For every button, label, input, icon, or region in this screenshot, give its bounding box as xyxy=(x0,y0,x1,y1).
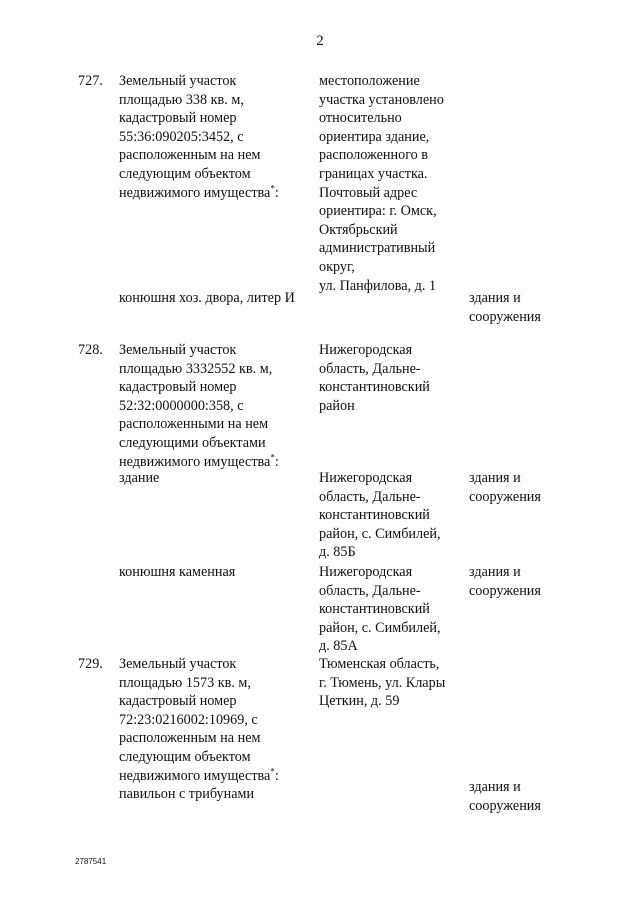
addr-line: участка установлено xyxy=(319,91,444,108)
addr-line: Почтовый адрес xyxy=(319,184,418,201)
addr-line: район, с. Симбилей, xyxy=(319,619,441,636)
desc-line: расположенными на нем xyxy=(119,416,269,433)
document-code: 2787541 xyxy=(75,857,107,866)
addr-line: административный xyxy=(319,240,436,257)
addr-line: округ, xyxy=(319,258,355,275)
object-address xyxy=(319,563,459,656)
object-name xyxy=(119,289,309,308)
land-plot-description xyxy=(119,72,309,202)
addr-line: ул. Панфилова, д. 1 xyxy=(319,277,437,294)
desc-colon: : xyxy=(274,453,279,470)
desc-line: 55:36:090205:3452, с xyxy=(119,128,244,145)
type-line: сооружения xyxy=(469,582,541,599)
desc-line: 72:23:0216002:10969, с xyxy=(119,711,258,728)
addr-line: район xyxy=(319,397,355,414)
desc-line: следующим объектом xyxy=(119,165,251,182)
desc-line: расположенным на нем xyxy=(119,730,261,747)
desc-line: расположенным на нем xyxy=(119,147,261,164)
address xyxy=(319,341,459,415)
object-type xyxy=(469,469,569,506)
addr-line: г. Тюмень, ул. Клары xyxy=(319,674,446,691)
addr-line: Тюменская область, xyxy=(319,656,440,672)
type-line: здания и xyxy=(469,470,521,486)
footnote-mark: * xyxy=(270,451,275,462)
desc-line: кадастровый номер xyxy=(119,110,237,127)
addr-line: Нижегородская xyxy=(319,564,413,580)
addr-line: константиновский xyxy=(319,507,430,524)
desc-line: кадастровый номер xyxy=(119,379,237,396)
desc-line: кадастровый номер xyxy=(119,693,237,710)
desc-text: недвижимого имущества xyxy=(119,184,271,201)
type-line: здания и xyxy=(469,779,521,795)
desc-line: Земельный участок xyxy=(119,656,237,672)
type-line: сооружения xyxy=(469,308,541,325)
desc-line: площадью 3332552 кв. м, xyxy=(119,360,273,377)
desc-line: площадью 338 кв. м, xyxy=(119,91,244,108)
addr-line: область, Дальне- xyxy=(319,360,421,377)
object-type xyxy=(469,563,569,600)
addr-line: д. 85А xyxy=(319,638,358,655)
type-line: сооружения xyxy=(469,797,541,814)
address xyxy=(319,72,459,295)
addr-line: Нижегородская xyxy=(319,470,413,486)
object-line: конюшня каменная xyxy=(119,564,236,580)
footnote-mark: * xyxy=(270,765,275,776)
addr-line: относительно xyxy=(319,110,402,127)
object-type xyxy=(469,778,569,815)
desc-colon: : xyxy=(274,767,279,784)
object-name: павильон с трибунами xyxy=(119,786,255,803)
entry-number: 729. xyxy=(78,656,103,672)
object-name xyxy=(119,469,309,488)
desc-line: Земельный участок xyxy=(119,342,237,358)
addr-line: область, Дальне- xyxy=(319,582,421,599)
entry-number: 728. xyxy=(78,342,103,358)
object-line: здание xyxy=(119,470,160,486)
object-type xyxy=(469,289,569,326)
addr-line: местоположение xyxy=(319,73,420,89)
object-line: конюшня хоз. двора, литер И xyxy=(119,290,295,306)
addr-line: ориентира здание, xyxy=(319,128,430,145)
entry-number: 727. xyxy=(78,73,103,89)
desc-line: 52:32:0000000:358, с xyxy=(119,397,244,414)
addr-line: район, с. Симбилей, xyxy=(319,525,441,542)
type-line: сооружения xyxy=(469,488,541,505)
footnote-mark: * xyxy=(270,182,275,193)
type-line: здания и xyxy=(469,564,521,580)
type-line: здания и xyxy=(469,290,521,306)
desc-line: следующими объектами xyxy=(119,434,266,451)
desc-line xyxy=(119,184,309,203)
page-number: 2 xyxy=(316,33,324,49)
addr-line: границах участка. xyxy=(319,165,428,182)
addr-line: константиновский xyxy=(319,601,430,618)
desc-colon: : xyxy=(274,184,279,201)
addr-line: д. 85Б xyxy=(319,544,356,561)
object-name xyxy=(119,563,309,582)
desc-line: площадью 1573 кв. м, xyxy=(119,674,251,691)
addr-line: расположенного в xyxy=(319,147,429,164)
land-plot-description xyxy=(119,655,309,804)
addr-line: ориентира: г. Омск, xyxy=(319,203,437,220)
desc-line xyxy=(119,767,309,786)
land-plot-description xyxy=(119,341,309,471)
addr-line: Нижегородская xyxy=(319,342,413,358)
desc-line: Земельный участок xyxy=(119,73,237,89)
desc-line: следующим объектом xyxy=(119,748,251,765)
desc-text: недвижимого имущества xyxy=(119,767,271,784)
addr-line: константиновский xyxy=(319,379,430,396)
addr-line: Октябрьский xyxy=(319,221,398,238)
address xyxy=(319,655,459,711)
desc-text: недвижимого имущества xyxy=(119,453,271,470)
addr-line: область, Дальне- xyxy=(319,488,421,505)
addr-line: Цеткин, д. 59 xyxy=(319,693,400,710)
object-address xyxy=(319,469,459,562)
